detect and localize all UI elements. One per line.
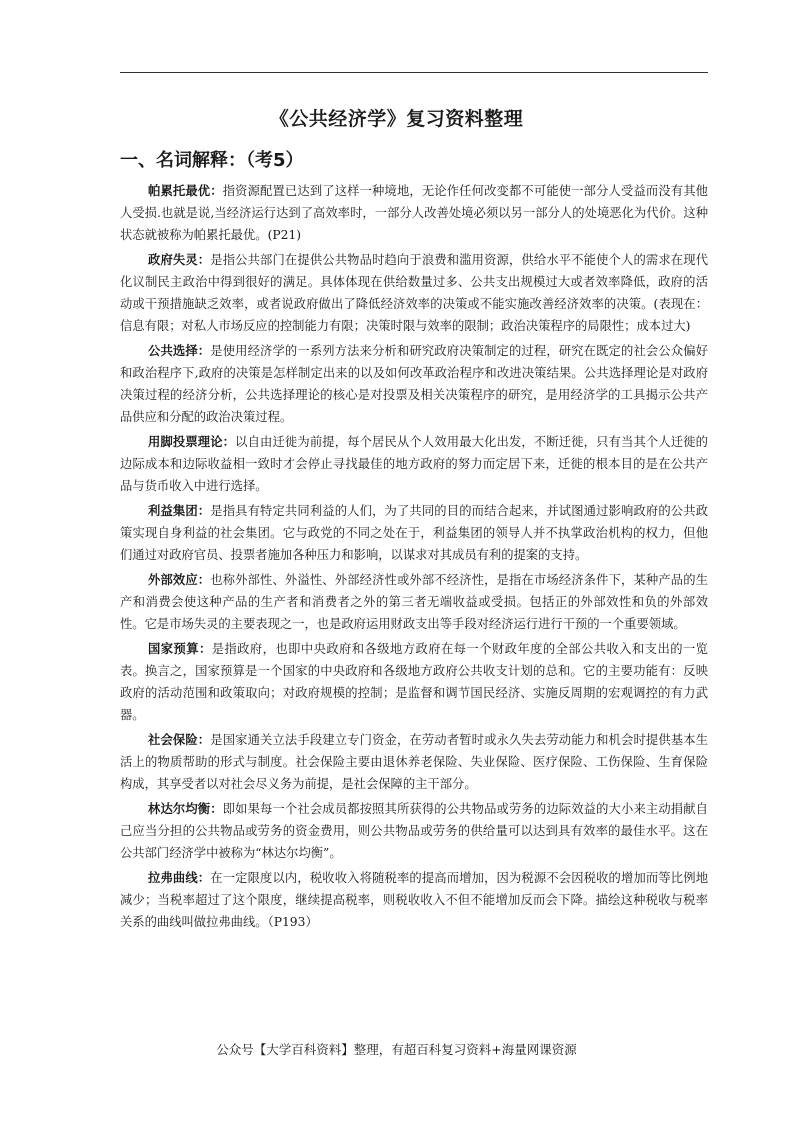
definition-term: 拉弗曲线：: [148, 871, 211, 885]
document-title: 《公共经济学》复习资料整理: [269, 108, 524, 130]
definition-term: 社会保险：: [148, 733, 211, 747]
section-heading: 一、名词解释：（考5）: [120, 150, 304, 171]
definition-text: 在一定限度以内，税收收入将随税率的提高而增加，因为税源不会因税收的增加而等比例地减少；当税率超过了这个限度，继续提高税率，则税收收入不但不能增加反而会下降。描绘这种税收与税率关系的曲线叫做拉弗曲线。（P193）: [120, 871, 708, 929]
definition-text: 是国家通关立法手段建立专门资金，在劳动者暂时或永久失去劳动能力和机会时提供基本生活上的物质帮助的形式与制度。社会保险主要由退休养老保险、失业保险、医疗保险、工伤保险、生育保险构成，其享受者以对社会尽义务为前提，是社会保障的主干部分。: [120, 733, 708, 791]
definition-interest-group: [120, 500, 708, 566]
definition-term: 帕累托最优：: [148, 184, 223, 198]
definition-text: 是使用经济学的一系列方法来分析和研究政府决策制定的过程，研究在既定的社会公众偏好和政治程序下,政府的决策是怎样制定出来的以及如何改革政治程序和改进决策结果。公共选择理论是对政府决策过程的经济分析，公共选择理论的核心是对投票及相关决策程序的研究，是用经济学的工具揭示公共产品供应和分配的政治决策过程。: [120, 344, 708, 424]
definition-public-choice: [120, 340, 708, 428]
definition-term: 用脚投票理论：: [148, 435, 236, 449]
definition-text: 即如果每一个社会成员都按照其所获得的公共物品或劳务的边际效益的大小来主动捐献自己应当分担的公共物品或劳务的资金费用，则公共物品或劳务的供给量可以达到具有效率的最佳水平。这在公共部门经济学中被称为“林达尔均衡”。: [120, 802, 708, 860]
definition-lindahl-equilibrium: [120, 798, 708, 864]
definition-term: 林达尔均衡：: [148, 802, 223, 816]
footer-note: 公众号【大学百科资料】整理，有超百科复习资料+海量网课资源: [216, 1042, 577, 1057]
definition-term: 公共选择：: [148, 344, 211, 358]
definition-text: 是指具有特定共同利益的人们，为了共同的目的而结合起来，并试图通过影响政府的公共政策实现自身利益的社会集团。它与政党的不同之处在于，利益集团的领导人并不执掌政治机构的权力，但他们通过对政府官员、投票者施加各种压力和影响，以谋求对其成员有利的提案的支持。: [120, 504, 708, 562]
header-rule: [120, 72, 708, 73]
definition-voting-with-feet: [120, 431, 708, 497]
definition-text: 是指公共部门在提供公共物品时趋向于浪费和滥用资源，供给水平不能使个人的需求在现代化议制民主政治中得到很好的满足。具体体现在供给数量过多、公共支出规模过大或者效率降低，政府的活动或干预措施缺乏效率，或者说政府做出了降低经济效率的决策或不能实施改善经济效率的决策。(表现在：信息有限；对私人市场反应的控制能力有限；决策时限与效率的限制；政治决策程序的局限性；成本过大): [120, 253, 708, 333]
definition-term: 国家预算：: [148, 642, 212, 656]
definition-social-insurance: [120, 729, 708, 795]
definition-text: 是指政府，也即中央政府和各级地方政府在每一个财政年度的全部公共收入和支出的一览表。换言之，国家预算是一个国家的中央政府和各级地方政府公共收支计划的总和。它的主要功能有：反映政府的活动范围和政策取向；对政府规模的控制；是监督和调节国民经济、实施反周期的宏观调控的有力武器。: [120, 642, 708, 722]
definition-text: 也称外部性、外溢性、外部经济性或外部不经济性，是指在市场经济条件下，某种产品的生产和消费会使这种产品的生产者和消费者之外的第三者无端收益或受损。包括正的外部效性和负的外部效性。它是市场失灵的主要表现之一，也是政府运用财政支出等手段对经济运行进行干预的一个重要领域。: [120, 573, 708, 631]
definition-term: 利益集团：: [148, 504, 211, 518]
definition-term: 政府失灵：: [148, 253, 211, 267]
definition-government-failure: [120, 249, 708, 337]
definition-text: 以自由迁徙为前提，每个居民从个人效用最大化出发，不断迁徙，只有当其个人迁徙的边际成本和边际收益相一致时才会停止寻找最佳的地方政府的努力而定居下来，迁徙的根本目的是在公共产品与货币收入中进行选择。: [120, 435, 708, 493]
definition-laffer-curve: [120, 867, 708, 933]
definition-state-budget: [120, 638, 708, 726]
definition-term: 外部效应：: [148, 573, 211, 587]
definition-pareto-optimality: [120, 180, 708, 246]
definition-externality: [120, 569, 708, 635]
definitions-list: [120, 180, 708, 936]
definition-text: 指资源配置已达到了这样一种境地，无论作任何改变都不可能使一部分人受益而没有其他人受损.也就是说,当经济运行达到了高效率时，一部分人改善处境必须以另一部分人的处境恶化为代价。这种状态就被称为帕累托最优。(P21): [120, 184, 708, 242]
